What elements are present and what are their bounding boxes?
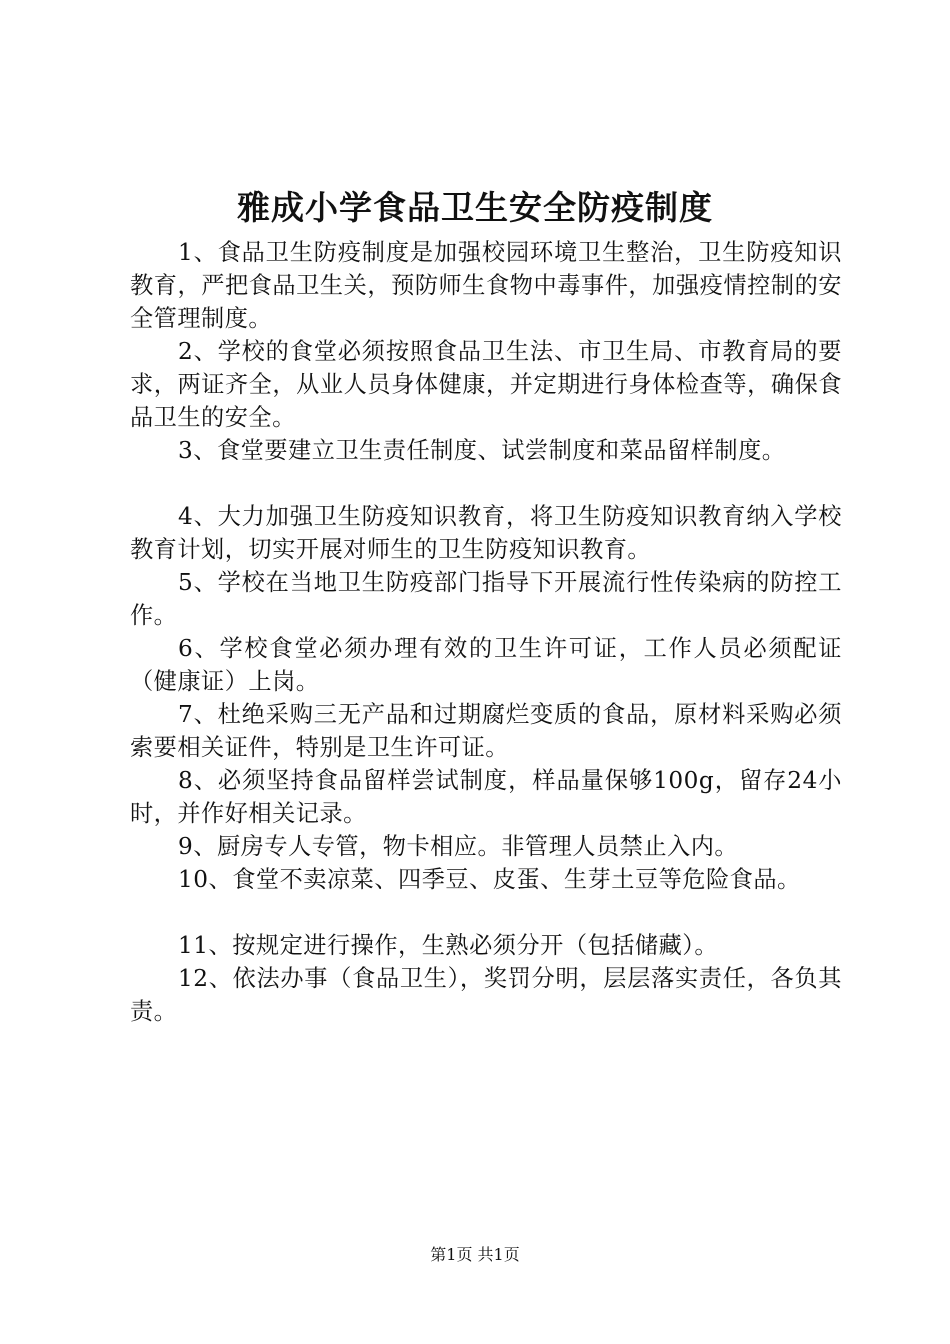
page-footer: 第1页 共1页: [430, 1245, 520, 1264]
paragraph-10: 10、食堂不卖凉菜、四季豆、皮蛋、生芽土豆等危险食品。: [178, 866, 801, 893]
paragraph-3: 3、食堂要建立卫生责任制度、试尝制度和菜品留样制度。: [178, 437, 786, 464]
document-body: [130, 236, 842, 1028]
paragraph-4: 4、大力加强卫生防疫知识教育，将卫生防疫知识教育纳入学校教育计划，切实开展对师生的卫生防疫知识教育。: [130, 503, 842, 563]
paragraph-2: 2、学校的食堂必须按照食品卫生法、市卫生局、市教育局的要求，两证齐全，从业人员身体健康，并定期进行身体检查等，确保食品卫生的安全。: [130, 338, 842, 431]
document-title: 雅成小学食品卫生安全防疫制度: [237, 188, 713, 227]
paragraph-9: 9、厨房专人专管，物卡相应。非管理人员禁止入内。: [178, 833, 739, 860]
paragraph-5: 5、学校在当地卫生防疫部门指导下开展流行性传染病的防控工作。: [130, 569, 842, 629]
paragraph-11: 11、按规定进行操作，生熟必须分开（包括储藏）。: [178, 932, 719, 959]
paragraph-1: 1、食品卫生防疫制度是加强校园环境卫生整治，卫生防疫知识教育，严把食品卫生关，预防师生食物中毒事件，加强疫情控制的安全管理制度。: [130, 239, 842, 332]
paragraph-8: 8、必须坚持食品留样尝试制度，样品量保够100g，留存24小时，并作好相关记录。: [130, 767, 842, 827]
paragraph-7: 7、杜绝采购三无产品和过期腐烂变质的食品，原材料采购必须索要相关证件，特别是卫生许可证。: [130, 701, 842, 761]
paragraph-6: 6、学校食堂必须办理有效的卫生许可证，工作人员必须配证（健康证）上岗。: [130, 635, 842, 695]
paragraph-12: 12、依法办事（食品卫生），奖罚分明，层层落实责任，各负其责。: [130, 965, 842, 1025]
